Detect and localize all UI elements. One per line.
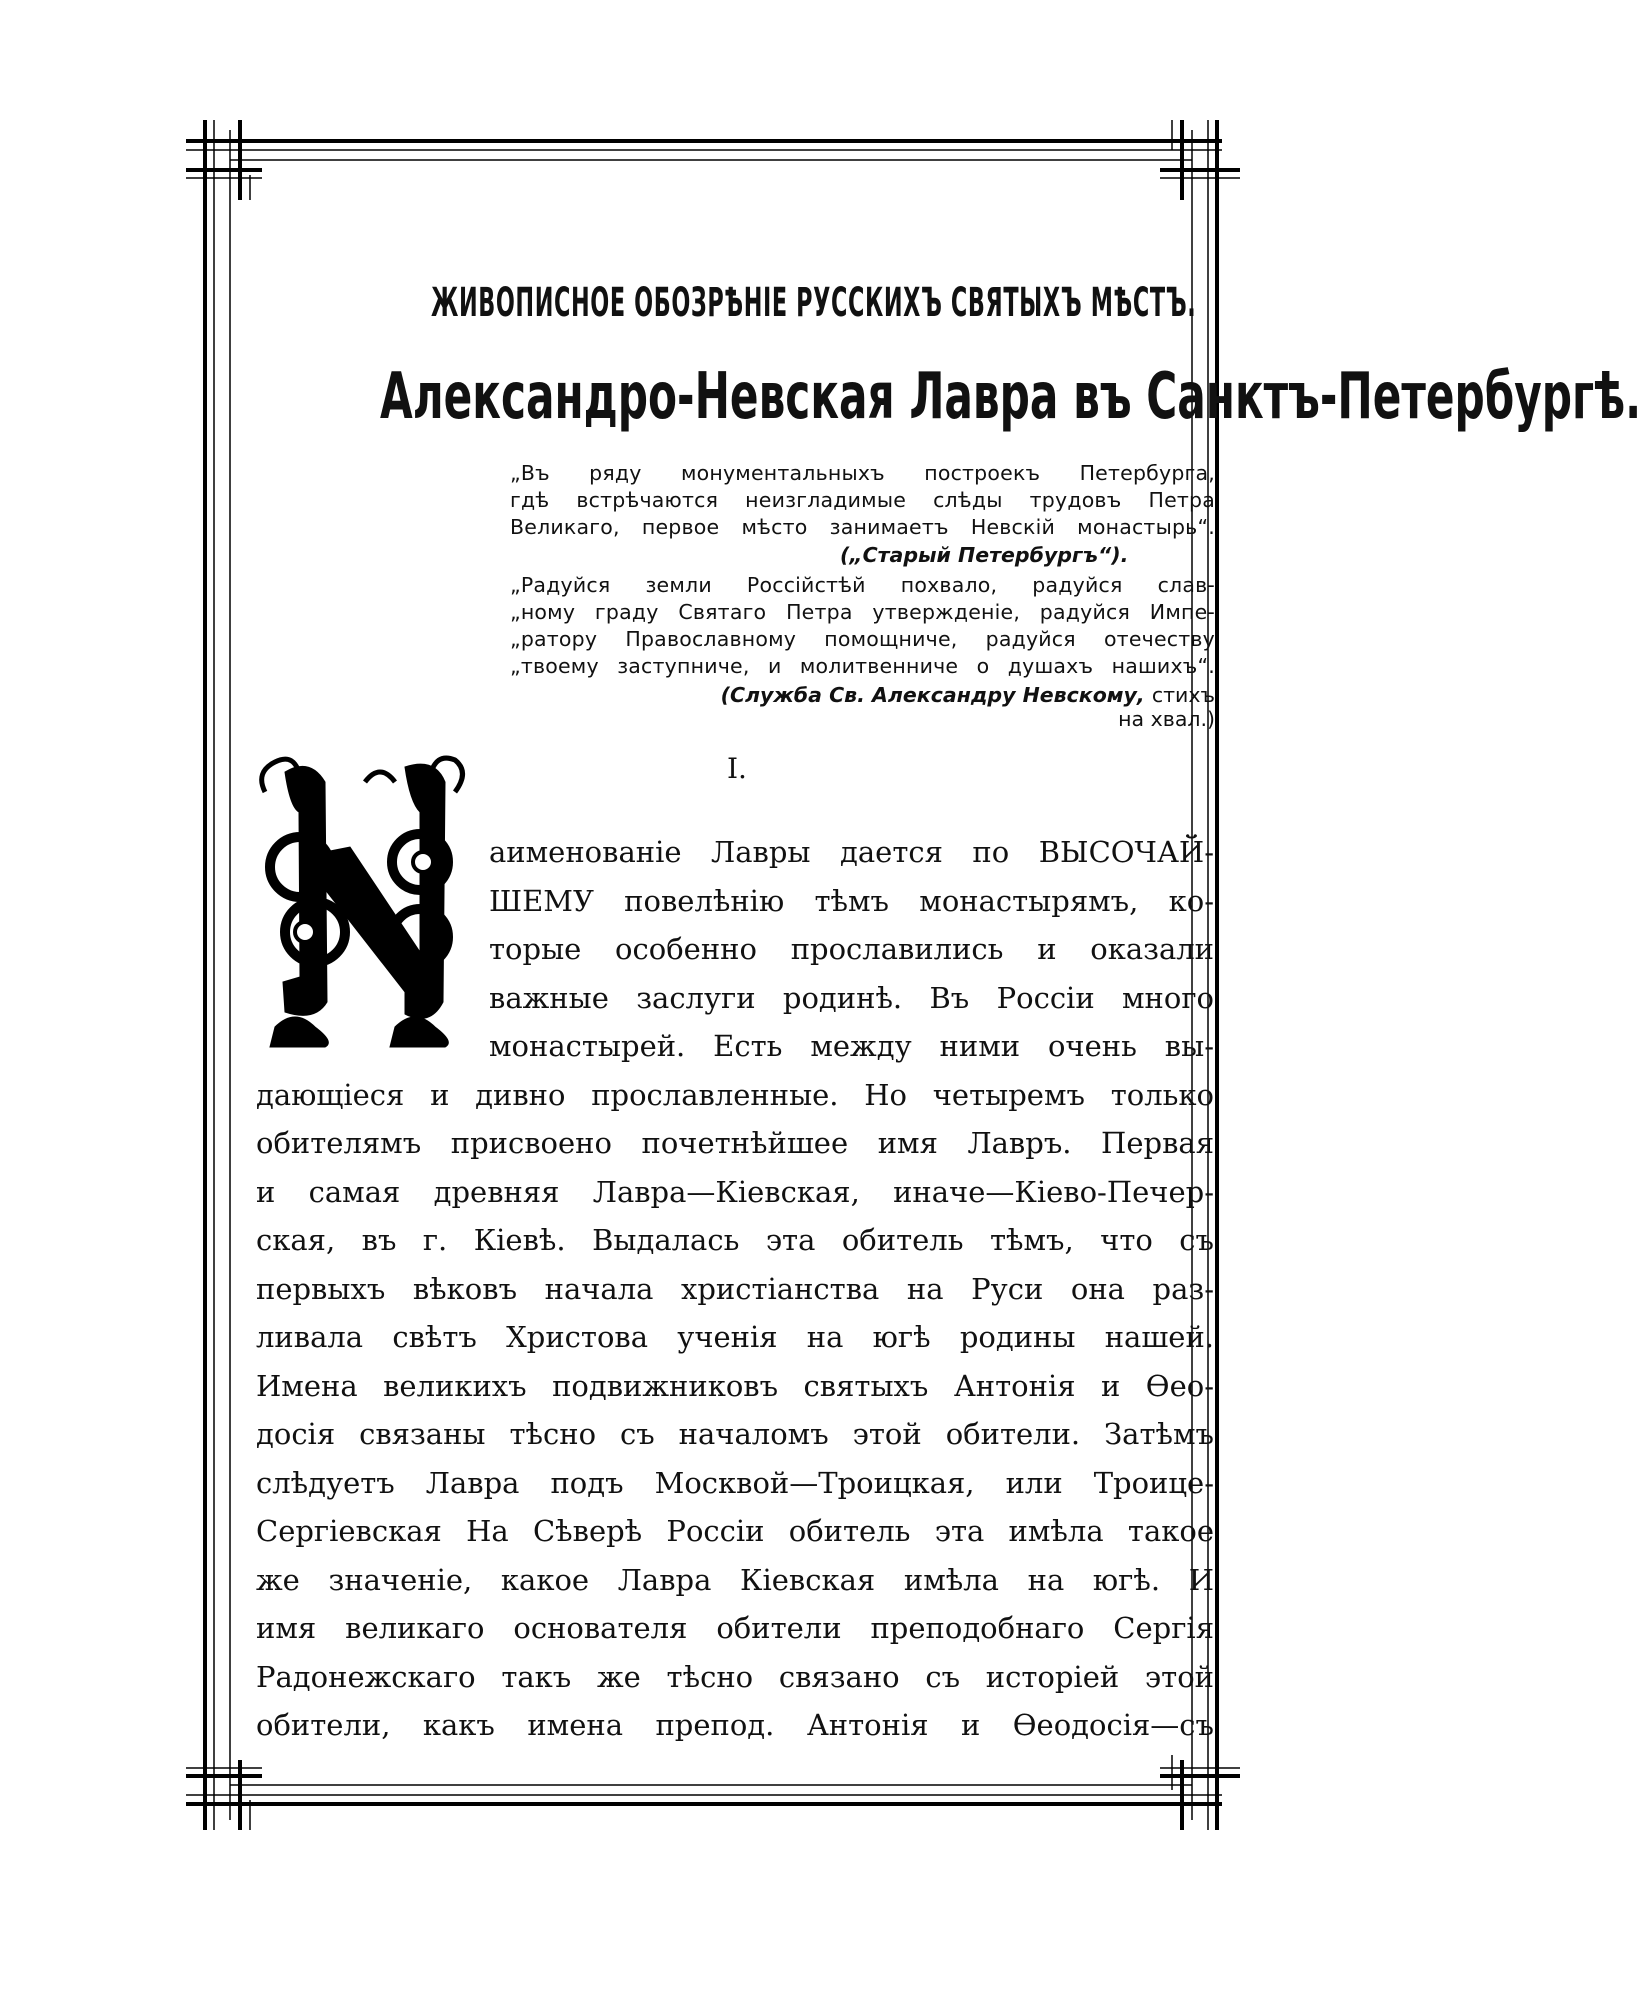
epigraph-line: гдѣ встрѣчаются неизгладимые слѣды трудовъ Петра bbox=[510, 488, 1215, 512]
epigraph-line: Великаго, первое мѣсто занимаетъ Невскій монастырь“. bbox=[510, 515, 1215, 539]
body-line: слѣдуетъ Лавра подъ Москвой—Троицкая, или Троице- bbox=[256, 1465, 1214, 1500]
epigraph-line: „твоему заступниче, и молитвенниче о душахъ нашихъ“. bbox=[510, 654, 1215, 678]
body-line: обителямъ присвоено почетнѣйшее имя Лавръ. Первая bbox=[256, 1126, 1214, 1160]
epigraph-quote-1 bbox=[510, 460, 1215, 541]
body-line: дающіеся и дивно прославленные. Но четыремъ только bbox=[256, 1077, 1214, 1112]
epigraph-quote-2 bbox=[510, 572, 1215, 680]
body-text bbox=[256, 828, 1214, 1750]
attribution-source: (Служба Св. Александру Невскому, bbox=[720, 683, 1145, 707]
body-line: торые особенно прославились и оказали bbox=[489, 932, 1214, 966]
epigraph-attribution-1: („Старый Петербургъ“). bbox=[840, 543, 1129, 567]
body-line: Радонежскаго такъ же тѣсно связано съ исторіей этой bbox=[256, 1659, 1214, 1694]
epigraph-line: „ратору Православному помощниче, радуйся отечеству bbox=[510, 627, 1215, 651]
body-line: имя великаго основателя обители преподобнаго Сергія bbox=[256, 1611, 1214, 1645]
epigraph-line: „ному граду Святаго Петра утвержденіе, радуйся Импе- bbox=[510, 600, 1215, 624]
epigraph-attribution-2 bbox=[695, 683, 1215, 731]
body-line: первыхъ вѣковъ начала христіанства на Руси она раз- bbox=[256, 1271, 1214, 1306]
body-line: ШЕМУ повелѣнію тѣмъ монастырямъ, ко- bbox=[489, 883, 1214, 918]
body-line: обители, какъ имена препод. Антонія и Ѳеодосія—съ bbox=[256, 1708, 1214, 1742]
epigraph-line: „Радуйся земли Россійстѣй похвало, радуйся слав- bbox=[510, 573, 1215, 597]
body-line: аименованіе Лавры дается по ВЫСОЧАЙ- bbox=[489, 835, 1214, 869]
body-line: досія связаны тѣсно съ началомъ этой обители. Затѣмъ bbox=[256, 1417, 1214, 1451]
page-title: Александро-Невская Лавра въ Санктъ-Петербургѣ. bbox=[380, 360, 1641, 434]
body-line: важные заслуги родинѣ. Въ Россіи много bbox=[489, 980, 1214, 1015]
series-title: ЖИВОПИСНОЕ ОБОЗРѢНІЕ РУССКИХЪ СВЯТЫХЪ МѢСТЪ. bbox=[431, 280, 1197, 326]
body-line: и самая древняя Лавра—Кіевская, иначе—Кіево-Печер- bbox=[256, 1174, 1214, 1209]
body-line: Сергіевская На Сѣверѣ Россіи обитель эта имѣла такое bbox=[256, 1514, 1214, 1548]
body-line: же значеніе, какое Лавра Кіевская имѣла на югѣ. И bbox=[256, 1562, 1214, 1597]
attribution-detail: стихъ на хвал.) bbox=[1118, 683, 1215, 731]
section-number: I. bbox=[727, 752, 747, 785]
body-line: Имена великихъ подвижниковъ святыхъ Антонія и Ѳео- bbox=[256, 1368, 1214, 1403]
body-line: монастырей. Есть между ними очень вы- bbox=[489, 1029, 1214, 1063]
body-line: ливала свѣтъ Христова ученія на югѣ родины нашей. bbox=[256, 1320, 1214, 1354]
epigraph-line: „Въ ряду монументальныхъ построекъ Петербурга, bbox=[510, 461, 1215, 485]
body-line: ская, въ г. Кіевѣ. Выдалась эта обитель тѣмъ, что съ bbox=[256, 1223, 1214, 1257]
